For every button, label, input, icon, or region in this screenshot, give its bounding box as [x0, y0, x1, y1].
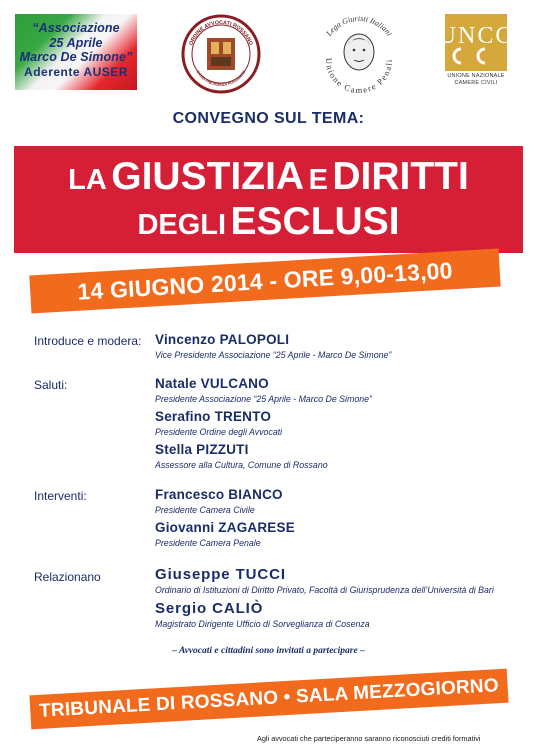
convegno-subtitle: CONVEGNO SUL TEMA:: [172, 110, 365, 127]
speaker-name: Francesco BIANCO: [155, 487, 283, 502]
speaker-name: Giuseppe TUCCI: [155, 566, 286, 583]
uncc-caption-2: CAMERE CIVILI: [454, 80, 498, 86]
speaker-title: Presidente Camera Penale: [155, 538, 261, 548]
assoc-logo-line4: Aderente AUSER: [24, 65, 128, 79]
speaker-name: Sergio CALIÒ: [155, 600, 264, 617]
speaker-name: Vincenzo PALOPOLI: [155, 332, 290, 347]
title-word-degli: DEGLI: [137, 209, 227, 241]
assoc-logo-line1: “Associazione: [32, 21, 120, 35]
assoc-logo-line3: Marco De Simone”: [19, 50, 133, 64]
title-word-diritti: DIRITTI: [332, 155, 469, 198]
associazione-logo: [15, 14, 137, 90]
speaker-title: Presidente Camera Civile: [155, 505, 255, 515]
uncc-monogram-icon: [438, 14, 514, 71]
ordine-avvocati-seal-icon: [181, 14, 261, 94]
title-line-2: [14, 196, 523, 256]
title-word-la: LA: [68, 164, 107, 196]
ordine-ring-bottom-text: CASSA PREVIDENZA ROSSANESE: [195, 69, 247, 88]
invitation-note: – Avvocati e cittadini sono invitati a partecipare –: [172, 646, 365, 656]
lega-giuristi-seal-icon: [310, 10, 408, 94]
title-word-e: E: [308, 164, 328, 196]
role-introduce: Introduce e modera:: [34, 334, 142, 348]
ordine-ring-top-text: ORDINE AVVOCATI ROSSANO: [188, 19, 254, 47]
role-interventi: Interventi:: [34, 489, 87, 503]
speaker-title: Presidente Ordine degli Avvocati: [155, 427, 283, 437]
title-word-esclusi: ESCLUSI: [230, 200, 400, 243]
speaker-name: Stella PIZZUTI: [155, 442, 249, 457]
lega-ring-bottom-text: Unione Camere Penali: [323, 57, 395, 94]
speaker-title: Ordinario di Istituzioni di Diritto Privato, Facoltà di Giurisprudenza dell’Università di Bari: [155, 585, 494, 595]
uncc-caption-1: UNIONE NAZIONALE: [447, 73, 505, 79]
title-word-giustizia: GIUSTIZIA: [111, 155, 305, 198]
speaker-title: Assessore alla Cultura, Comune di Rossano: [155, 460, 328, 470]
lega-ring-text: Lega Giuristi Italiani: [324, 13, 394, 38]
speaker-name: Giovanni ZAGARESE: [155, 520, 295, 535]
credits-footnote: Agli avvocati che parteciperanno saranno riconosciuti crediti formativi: [257, 734, 481, 743]
uncc-logo-box: [438, 14, 514, 71]
venue-banner: TRIBUNALE DI ROSSANO • SALA MEZZOGIORNO: [29, 669, 508, 730]
speaker-name: Natale VULCANO: [155, 376, 269, 391]
speaker-name: Serafino TRENTO: [155, 409, 272, 424]
assoc-logo-line2: 25 Aprile: [49, 36, 103, 50]
speaker-title: Presidente Associazione “25 Aprile - Marco De Simone”: [155, 394, 372, 404]
role-saluti: Saluti:: [34, 378, 68, 392]
uncc-logo: [438, 14, 514, 86]
date-banner: 14 GIUGNO 2014 - ORE 9,00-13,00: [29, 249, 500, 314]
role-relazionano: Relazionano: [34, 570, 101, 584]
speaker-title: Magistrato Dirigente Ufficio di Sorveglianza di Cosenza: [155, 619, 370, 629]
speaker-title: Vice Presidente Associazione “25 Aprile - Marco De Simone”: [155, 350, 392, 360]
uncc-letters: UNCC: [438, 23, 514, 49]
